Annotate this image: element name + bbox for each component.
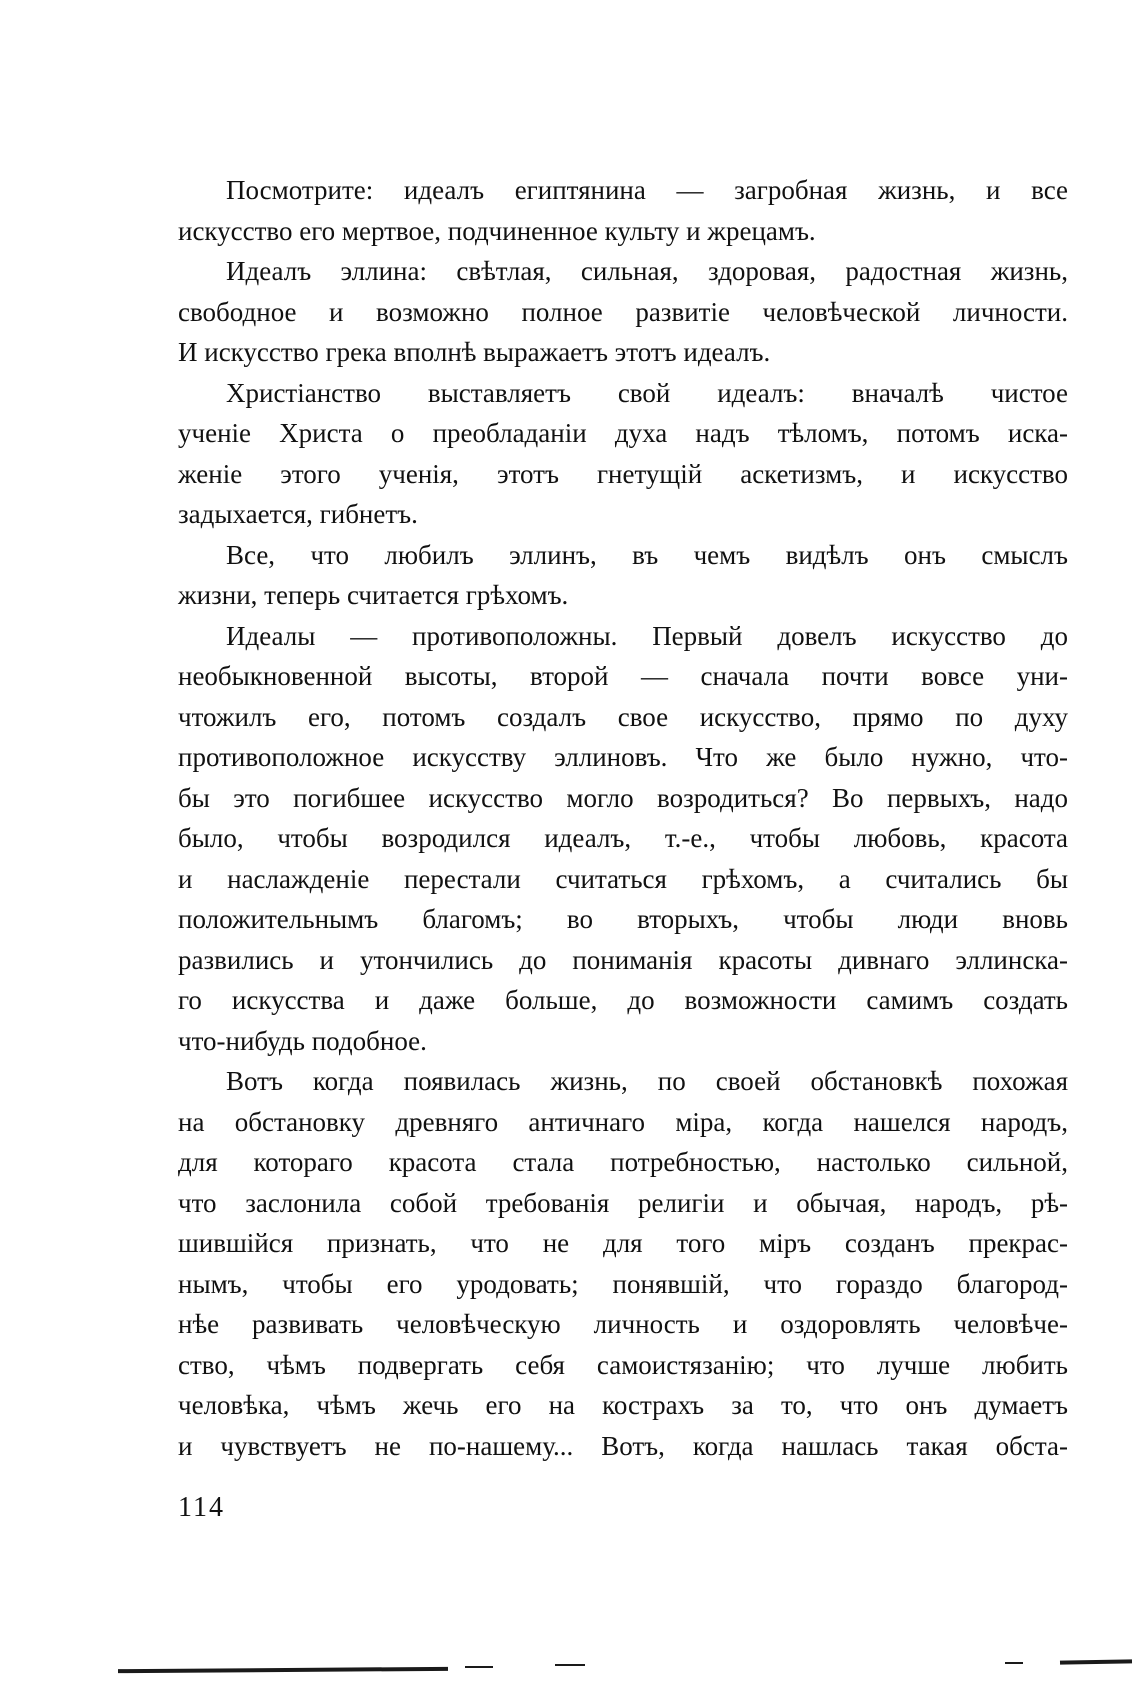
scan-artifact-center-dash [555, 1664, 585, 1666]
text-line: на обстановку древняго античнаго міра, когда нашелся народъ, [178, 1106, 1068, 1137]
text-line: Все, что любилъ эллинъ, въ чемъ видѣлъ онъ смыслъ [226, 539, 1068, 570]
text-line: Вотъ когда появилась жизнь, по своей обстановкѣ похожая [226, 1066, 1068, 1096]
text-line: противоположное искусству эллиновъ. Что же было нужно, что- [178, 742, 1068, 772]
text-line: Христіанство выставляетъ свой идеалъ: вначалѣ чистое [226, 377, 1068, 408]
text-line: необыкновенной высоты, второй — сначала почти вовсе уни- [178, 661, 1068, 691]
text-line: Идеалъ эллина: свѣтлая, сильная, здоровая, радостная жизнь, [226, 256, 1068, 286]
text-line: что заслонила собой требованія религіи и обычая, народъ, рѣ- [178, 1187, 1068, 1218]
text-line: задыхается, гибнетъ. [178, 499, 418, 529]
text-line: человѣка, чѣмъ жечь его на кострахъ за то, что онъ думаетъ [178, 1390, 1068, 1420]
text-line: для котораго красота стала потребностью, настолько сильной, [178, 1147, 1068, 1177]
text-line: нѣе развивать человѣческую личность и оздоровлять человѣче- [178, 1309, 1068, 1339]
text-line: жизни, теперь считается грѣхомъ. [178, 580, 569, 610]
text-line: и наслажденіе перестали считаться грѣхомъ, а считались бы [178, 863, 1068, 894]
text-line: бы это погибшее искусство могло возродиться? Во первыхъ, надо [178, 782, 1068, 813]
text-line: И искусство грека вполнѣ выражаетъ этотъ идеалъ. [178, 337, 771, 367]
text-line: искусство его мертвое, подчиненное культу и жрецамъ. [178, 215, 816, 246]
text-line: Идеалы — противоположны. Первый довелъ искусство до [226, 620, 1068, 651]
text-line: го искусства и даже больше, до возможности самимъ создать [178, 985, 1068, 1015]
text-line: было, чтобы возродился идеалъ, т.-е., чтобы любовь, красота [178, 823, 1068, 853]
text-line: ство, чѣмъ подвергать себя самоистязанію; что лучше любить [178, 1349, 1068, 1380]
text-line: свободное и возможно полное развитіе человѣческой личности. [178, 296, 1068, 327]
text-line: шившійся признать, что не для того міръ созданъ прекрас- [178, 1228, 1068, 1258]
text-line: положительнымъ благомъ; во вторыхъ, чтобы люди вновь [178, 904, 1068, 934]
scan-artifact-left [118, 1667, 448, 1673]
scan-artifact-left-dash [465, 1666, 493, 1668]
text-line: Посмотрите: идеалъ египтянина — загробная жизнь, и все [226, 175, 1068, 205]
text-line: ученіе Христа о преобладаніи духа надъ тѣломъ, потомъ иска- [178, 418, 1068, 448]
text-line: что-нибудь подобное. [178, 1025, 427, 1056]
text-line: развились и утончились до пониманія красоты дивнаго эллинска- [178, 944, 1068, 975]
text-line: нымъ, чтобы его уродовать; понявшій, что гораздо благород- [178, 1268, 1068, 1299]
text-line: чтожилъ его, потомъ создалъ свое искусство, прямо по духу [178, 701, 1068, 732]
text-line: женіе этого ученія, этотъ гнетущій аскетизмъ, и искусство [178, 458, 1068, 489]
scan-artifact-right [1060, 1659, 1132, 1664]
page-number: 114 [178, 1492, 225, 1523]
scan-artifact-right-dash [1005, 1662, 1023, 1664]
text-line: и чувствуетъ не по-нашему... Вотъ, когда нашлась такая обста- [178, 1430, 1068, 1461]
